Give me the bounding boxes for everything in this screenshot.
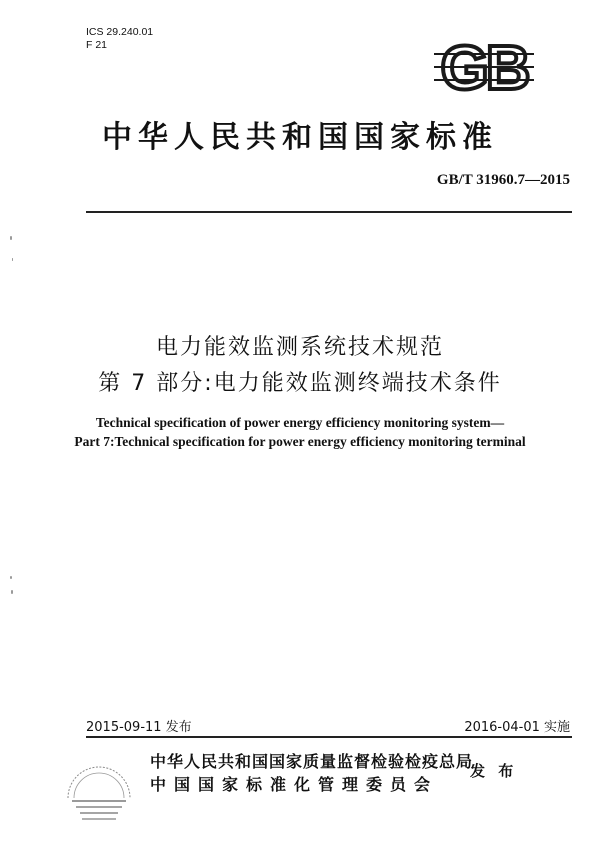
stamp-icon (60, 762, 138, 824)
issuer-line1: 中华人民共和国国家质量监督检验检疫总局 (150, 752, 474, 771)
classification-codes (86, 26, 153, 52)
standard-number: GB/T 31960.7—2015 (436, 172, 570, 188)
release-label: 发 布 (470, 762, 518, 780)
standard-title: 中华人民共和国国家标准 (102, 120, 498, 155)
gb-logo-text: GB (440, 40, 528, 94)
chinese-title-line1: 电力能效监测系统技术规范 (155, 335, 444, 360)
english-title-line2: Part 7:Technical specification for power energy efficiency monitoring terminal (74, 434, 526, 449)
scan-speck (10, 236, 12, 240)
scan-speck (11, 590, 13, 594)
chinese-title-line2: 第 7 部分:电力能效监测终端技术条件 (98, 371, 502, 396)
english-title-line1: Technical specification of power energy efficiency monitoring system— (95, 415, 505, 430)
ics-code: ICS 29.240.01 (86, 26, 154, 38)
gb-logo (428, 40, 540, 94)
category-code: F 21 (86, 39, 108, 51)
gb-logo-icon (428, 40, 540, 94)
scan-speck (10, 576, 12, 579)
top-divider (86, 211, 572, 213)
implementation-date: 2016-04-01 实施 (464, 720, 570, 735)
issue-date: 2015-09-11 发布 (86, 720, 192, 735)
issuer-line2: 中国国家标准化管理委员会 (150, 775, 439, 794)
scan-speck (12, 258, 13, 261)
bottom-divider (86, 736, 572, 738)
watermark-stamp (60, 762, 138, 824)
